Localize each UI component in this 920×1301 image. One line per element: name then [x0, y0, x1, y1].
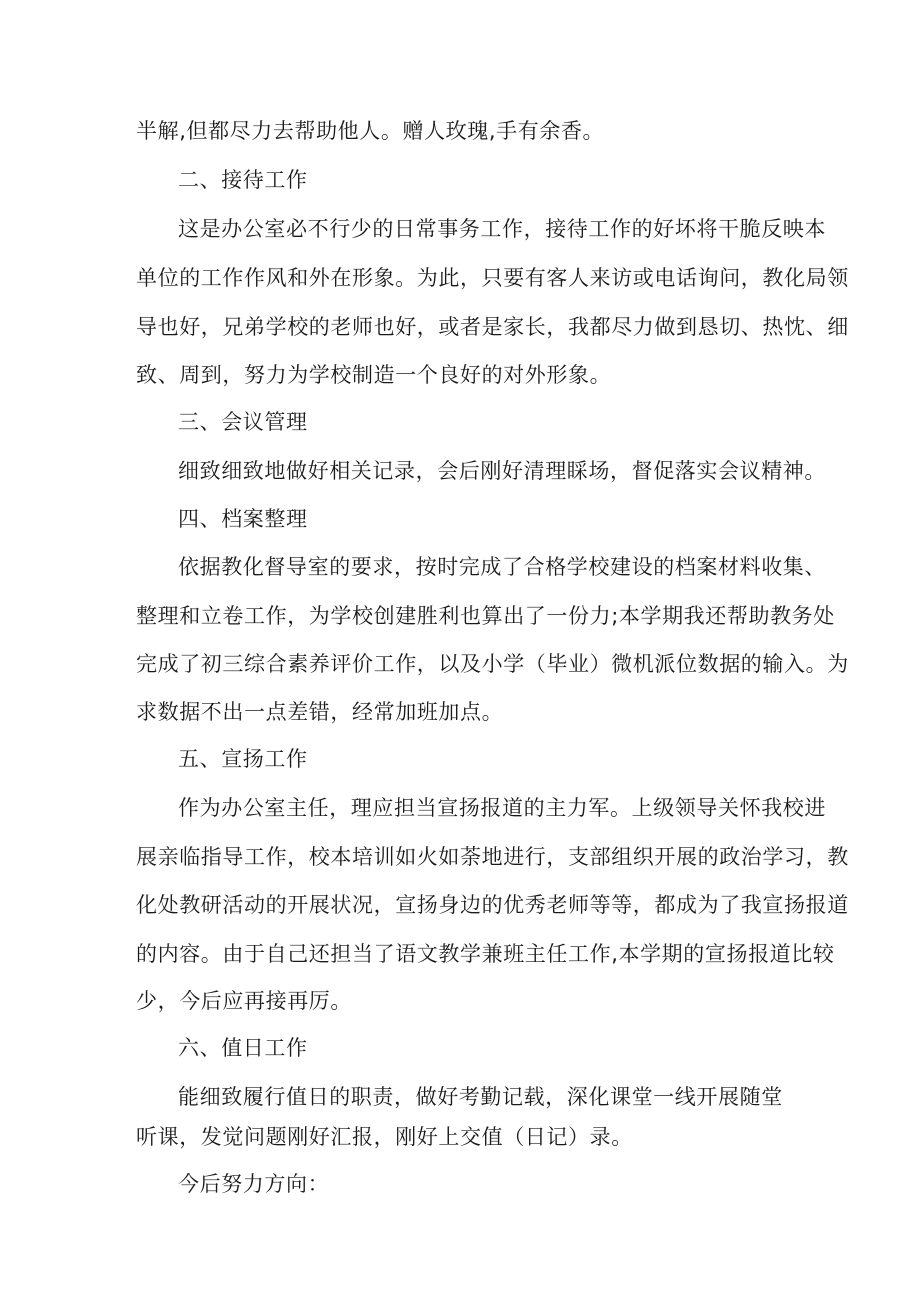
paragraph-line: 这是办公室必不行少的日常事务工作，接待工作的好坏将干脆反映本 — [178, 217, 826, 241]
paragraph-line: 完成了初三综合素养评价工作，以及小学（毕业）微机派位数据的输入。为 — [136, 652, 849, 676]
paragraph-line: 依据教化督导室的要求，按时完成了合格学校建设的档案材料收集、 — [178, 555, 826, 579]
paragraph-line: 作为办公室主任，理应担当宣扬报道的主力军。上级领导关怀我校进 — [178, 796, 826, 820]
section-heading: 四、档案整理 — [178, 507, 308, 531]
paragraph-line: 听课，发觉问题刚好汇报，刚好上交值（日记）录。 — [136, 1125, 633, 1149]
section-heading: 五、宣扬工作 — [178, 747, 308, 771]
paragraph-line: 的内容。由于自己还担当了语文教学兼班主任工作,本学期的宣扬报道比较 — [136, 942, 835, 966]
paragraph-line: 今后努力方向： — [178, 1172, 330, 1196]
section-heading: 三、会议管理 — [178, 410, 308, 434]
paragraph-line: 整理和立卷工作，为学校创建胜利也算出了一份力;本学期我还帮助教务处 — [136, 604, 835, 628]
paragraph-line: 单位的工作作风和外在形象。为此，只要有客人来访或电话询问，教化局领 — [136, 266, 849, 290]
paragraph-line: 细致细致地做好相关记录，会后刚好清理睬场，督促落实会议精神。 — [178, 459, 826, 483]
paragraph-line: 半解,但都尽力去帮助他人。赠人玫瑰,手有余香。 — [136, 119, 605, 143]
paragraph-line: 致、周到，努力为学校制造一个良好的对外形象。 — [136, 363, 612, 387]
paragraph-line: 少，今后应再接再厉。 — [136, 989, 352, 1013]
section-heading: 六、值日工作 — [178, 1036, 308, 1060]
paragraph-line: 导也好，兄弟学校的老师也好，或者是家长，我都尽力做到恳切、热忱、细 — [136, 315, 849, 339]
paragraph-line: 能细致履行值日的职责，做好考勤记载，深化课堂一线开展随堂 — [178, 1085, 783, 1109]
paragraph-line: 展亲临指导工作，校本培训如火如荼地进行，支部组织开展的政治学习，教 — [136, 845, 849, 869]
paragraph-line: 求数据不出一点差错，经常加班加点。 — [136, 700, 504, 724]
section-heading: 二、接待工作 — [178, 168, 308, 192]
paragraph-line: 化处教研活动的开展状况，宣扬身边的优秀老师等等，都成为了我宣扬报道 — [136, 893, 849, 917]
